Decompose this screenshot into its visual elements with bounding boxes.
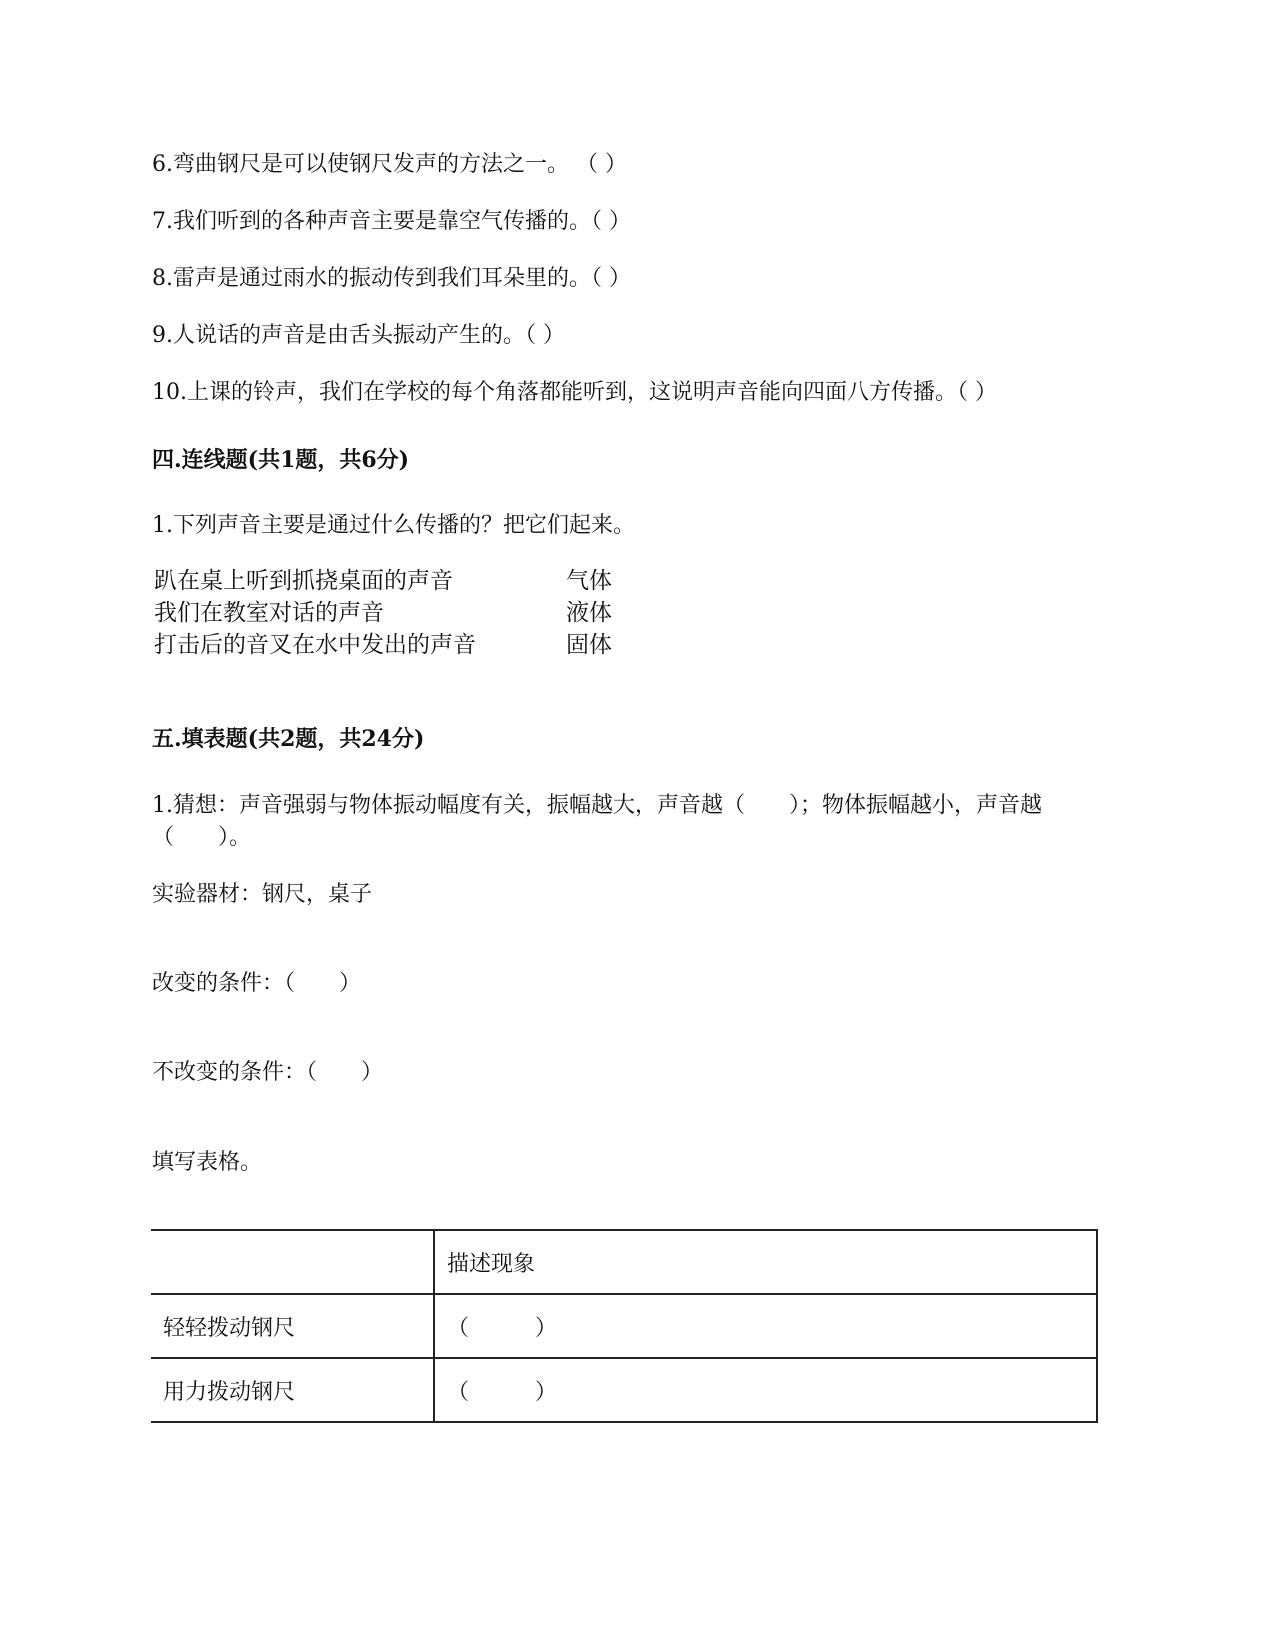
- match-left-item-1: 趴在桌上听到抓挠桌面的声音: [154, 568, 453, 594]
- fill-table-instruction: 填写表格。: [152, 1150, 263, 1175]
- match-left-item-3: 打击后的音叉在水中发出的声音: [154, 632, 476, 658]
- table-cell: （ ）: [434, 1358, 1097, 1422]
- section4-heading: 四.连线题(共1题，共6分): [152, 447, 410, 473]
- judgement-item-9: 9.人说话的声音是由舌头振动产生的。（ ）: [152, 323, 565, 348]
- judgement-item-8: 8.雷声是通过雨水的振动传到我们耳朵里的。（ ）: [152, 266, 631, 291]
- table-cell: 用力拨动钢尺: [151, 1358, 434, 1422]
- judgement-item-7: 7.我们听到的各种声音主要是靠空气传播的。（ ）: [152, 209, 631, 234]
- judgement-item-6: 6.弯曲钢尺是可以使钢尺发声的方法之一。 （ ）: [152, 152, 627, 177]
- table-header-cell: [151, 1230, 434, 1294]
- match-left-item-2: 我们在教室对话的声音: [154, 600, 384, 626]
- match-right-item-1: 气体: [566, 568, 612, 594]
- changed-condition: 改变的条件：（ ）: [152, 971, 362, 996]
- section5-question: 1.猜想：声音强弱与物体振动幅度有关，振幅越大，声音越（ ）；物体振幅越小，声音越（ ）。: [152, 793, 1042, 850]
- table-header-row: [151, 1230, 1097, 1294]
- table-row: [151, 1358, 1097, 1422]
- table-cell: （ ）: [434, 1294, 1097, 1358]
- table-cell: 轻轻拨动钢尺: [151, 1294, 434, 1358]
- judgement-item-10: 10.上课的铃声，我们在学校的每个角落都能听到，这说明声音能向四面八方传播。（ ）: [152, 380, 997, 405]
- match-right-item-3: 固体: [566, 632, 612, 658]
- unchanged-condition: 不改变的条件：（ ）: [152, 1060, 384, 1085]
- match-right-item-2: 液体: [566, 600, 612, 626]
- table-header-cell: 描述现象: [434, 1230, 1097, 1294]
- materials-text: 实验器材：钢尺，桌子: [152, 882, 373, 907]
- section4-question: 1.下列声音主要是通过什么传播的？把它们起来。: [152, 513, 635, 538]
- table-row: [151, 1294, 1097, 1358]
- section5-heading: 五.填表题(共2题，共24分): [152, 726, 425, 752]
- observation-table: [151, 1229, 1098, 1423]
